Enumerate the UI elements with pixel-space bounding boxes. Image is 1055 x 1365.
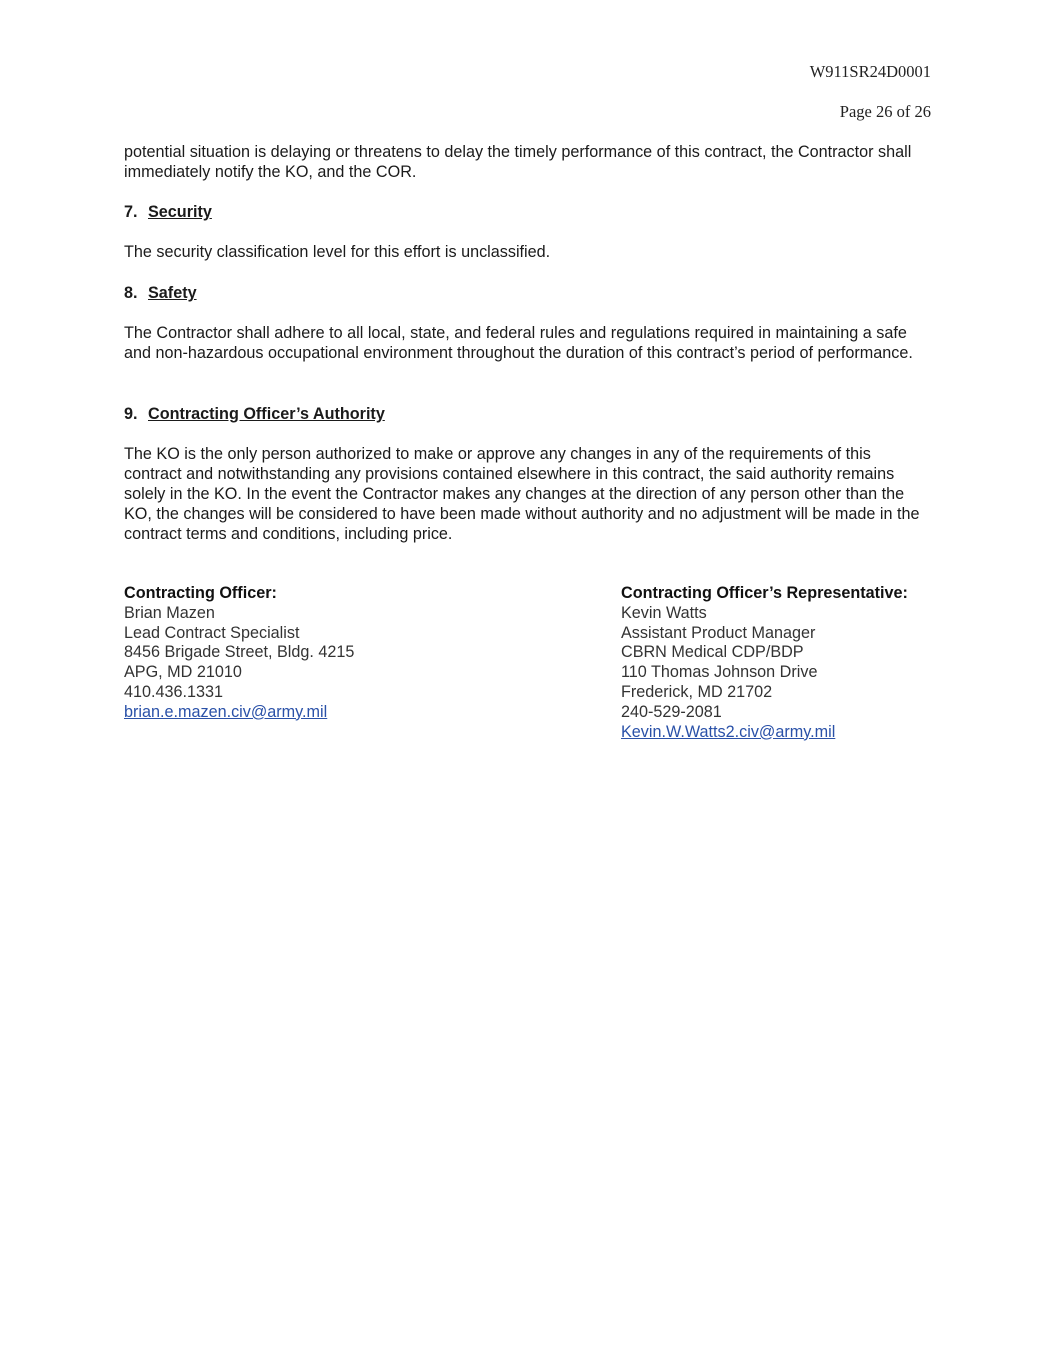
contact-email-link[interactable]: brian.e.mazen.civ@army.mil: [124, 702, 328, 721]
authority-paragraph: The KO is the only person authorized to make or approve any changes in any of the requirements of this contract and notwithstanding any provisions contained elsewhere in this contract, the said authority remains solely in the KO. In the event the Contractor makes any changes at the direction of any person other than the KO, the changes will be considered to have been made without authority and no adjustment will be made in the contract terms and conditions, including price.: [124, 445, 920, 543]
contact-address-line2: APG, MD 21010: [124, 663, 242, 682]
safety-paragraph: The Contractor shall adhere to all local, state, and federal rules and regulations required in maintaining a safe and non-hazardous occupational environment throughout the duration of this contract’s period of performance.: [124, 324, 913, 362]
contact-address-line1: 8456 Brigade Street, Bldg. 4215: [124, 643, 355, 662]
contact-label: Contracting Officer:: [124, 584, 277, 602]
contact-title: Assistant Product Manager: [621, 623, 816, 642]
contact-email-link[interactable]: Kevin.W.Watts2.civ@army.mil: [621, 722, 836, 741]
contact-name: Kevin Watts: [621, 603, 707, 622]
intro-paragraph: potential situation is delaying or threatens to delay the timely performance of this contract, the Contractor shall immediately notify the KO, and the COR.: [124, 143, 912, 181]
cor-block: [621, 584, 941, 742]
contact-address-line1: 110 Thomas Johnson Drive: [621, 663, 818, 682]
section-title: Safety: [148, 284, 197, 302]
contact-phone: 410.436.1331: [124, 682, 224, 701]
contact-title: Lead Contract Specialist: [124, 623, 300, 642]
section-heading-authority: [124, 404, 932, 424]
section-number: 8.: [124, 284, 138, 302]
document-number: W911SR24D0001: [809, 62, 931, 81]
section-heading-safety: [124, 283, 932, 303]
contact-label: Contracting Officer’s Representative:: [621, 584, 908, 602]
section-number: 9.: [124, 405, 138, 423]
section-heading-security: [124, 202, 932, 222]
section-title: Security: [148, 203, 212, 221]
contact-name: Brian Mazen: [124, 603, 215, 622]
contact-address-line2: Frederick, MD 21702: [621, 682, 773, 701]
contracting-officer-block: [124, 584, 544, 723]
section-title: Contracting Officer’s Authority: [148, 405, 385, 423]
security-paragraph: The security classification level for this effort is unclassified.: [124, 243, 551, 261]
section-number: 7.: [124, 203, 138, 221]
page-number: Page 26 of 26: [839, 102, 931, 121]
contact-organization: CBRN Medical CDP/BDP: [621, 643, 804, 662]
contact-phone: 240-529-2081: [621, 702, 722, 721]
